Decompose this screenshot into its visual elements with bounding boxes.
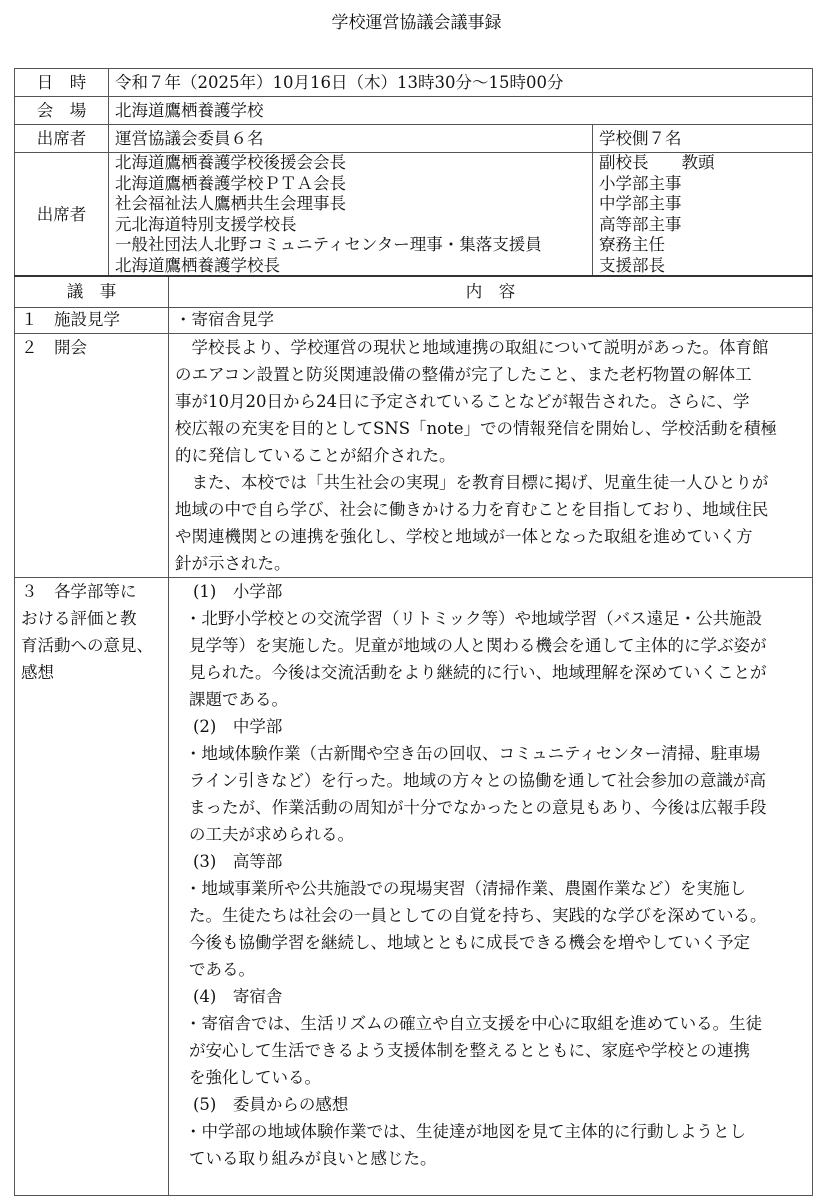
text-line: ・寄宿舎では、生活リズムの確立や自立支援を中心に取組を進めている。生徒 <box>185 1013 763 1033</box>
text-line: 北海道鷹栖養護学校長 <box>115 255 280 275</box>
attendees-label-2: 出席者 <box>15 153 109 277</box>
text-line: を強化している。 <box>189 1067 321 1087</box>
text-line: 見学等）を実施した。児童が地域の人と関わる機会を通して主体的に学ぶ姿が <box>189 635 767 655</box>
text-line: まったが、作業活動の周知が十分でなかったとの意見もあり、今後は広報手段 <box>189 797 767 817</box>
text-line: (3) 高等部 <box>193 851 283 871</box>
school-member-list <box>593 153 813 277</box>
text-line: 社会福祉法人鷹栖共生会理事長 <box>115 194 346 213</box>
text-line: 感想 <box>21 662 54 682</box>
text-line: た。生徒たちは社会の一員としての自覚を持ち、実践的な学びを深めている。 <box>189 905 767 925</box>
agenda-content-header: 内 容 <box>169 276 813 307</box>
text-line: の工夫が求められる。 <box>189 824 354 844</box>
text-line: 学校長より、学校運営の現状と地域連携の取組について説明があった。体育館 <box>175 337 769 357</box>
text-line: ・北野小学校との交流学習（リトミック等）や地域学習（バス遠足・公共施設 <box>185 608 763 628</box>
text-line: ３ 各学部等に <box>21 581 137 601</box>
text-line: ライン引きなど）を行った。地域の方々との協働を通して社会参加の意識が高 <box>189 770 767 790</box>
venue-value: 北海道鷹栖養護学校 <box>109 97 813 125</box>
agenda-item-label <box>15 307 169 333</box>
text-line: 北海道鷹栖養護学校ＰＴＡ会長 <box>115 173 346 193</box>
text-line: ている取り組みが良いと感じた。 <box>189 1148 437 1168</box>
agenda-item-label <box>15 577 169 1195</box>
venue-row <box>15 97 813 125</box>
agenda-row <box>15 577 813 1195</box>
text-line: おける評価と教 <box>21 608 137 628</box>
agenda-row <box>15 307 813 333</box>
agenda-item-header: 議 事 <box>15 276 169 307</box>
text-line: 針が示された。 <box>175 553 291 573</box>
text-line: 中学部主事 <box>599 194 682 213</box>
date-label: 日 時 <box>15 69 109 97</box>
text-line: 副校長 教頭 <box>599 153 715 172</box>
text-line: や関連機関との連携を強化し、学校と地域が一体となった取組を進めていく方 <box>175 526 753 546</box>
text-line: 見られた。今後は交流活動をより継続的に行い、地域理解を深めていくことが <box>189 662 767 682</box>
text-line: 北海道鷹栖養護学校後援会会長 <box>115 153 346 172</box>
agenda-item-content <box>169 333 813 577</box>
text-line: 一般社団法人北野コミュニティセンター理事・集落支援員 <box>115 235 542 254</box>
text-line: 支援部長 <box>599 255 665 275</box>
text-line: (1) 小学部 <box>193 581 283 601</box>
text-line: また、本校では「共生社会の実現」を教育目標に掲げ、児童生徒一人ひとりが <box>175 472 769 492</box>
agenda-item-label <box>15 333 169 577</box>
venue-label: 会 場 <box>15 97 109 125</box>
text-line: 事が10月20日から24日に予定されていることなどが報告された。さらに、学 <box>175 391 750 411</box>
text-line: 育活動への意見、 <box>21 635 153 655</box>
agenda-item-content <box>169 577 813 1195</box>
text-line: 的に発信していることが紹介された。 <box>175 445 456 465</box>
agenda-item-content <box>169 307 813 333</box>
text-line: ・中学部の地域体験作業では、生徒達が地図を見て主体的に行動しようとし <box>185 1121 746 1141</box>
agenda-header-row <box>15 276 813 307</box>
text-line: 寮務主任 <box>599 235 665 254</box>
text-line: １ 施設見学 <box>21 310 120 329</box>
attendee-list-row <box>15 153 813 277</box>
school-count: 学校側７名 <box>593 125 813 153</box>
text-line: ・寄宿舎見学 <box>175 310 274 329</box>
text-line: ・地域事業所や公共施設での現場実習（清掃作業、農園作業など）を実施し <box>185 878 746 898</box>
text-line: (5) 委員からの感想 <box>193 1094 349 1114</box>
attendee-count-row <box>15 125 813 153</box>
committee-member-list <box>109 153 593 277</box>
text-line: (2) 中学部 <box>193 716 283 736</box>
text-line: 小学部主事 <box>599 173 682 193</box>
attendees-label: 出席者 <box>15 125 109 153</box>
date-value: 令和７年（2025年）10月16日（木）13時30分～15時00分 <box>109 69 813 97</box>
agenda-table <box>14 275 813 1196</box>
document-title: 学校運営協議会議事録 <box>331 13 502 33</box>
text-line: のエアコン設置と防災関連設備の整備が完了したこと、また老朽物置の解体工 <box>175 364 752 384</box>
agenda-row <box>15 333 813 577</box>
text-line: 課題である。 <box>189 689 288 709</box>
text-line: 地域の中で自ら学び、社会に働きかける力を育むことを目指しており、地域住民 <box>175 499 769 519</box>
committee-count: 運営協議会委員６名 <box>109 125 593 153</box>
text-line: ２ 開会 <box>21 337 87 357</box>
meeting-info-table <box>14 68 813 277</box>
text-line: ・地域体験作業（古新聞や空き缶の回収、コミュニティセンター清掃、駐車場 <box>185 743 761 763</box>
text-line: が安心して生活できるよう支援体制を整えるとともに、家庭や学校との連携 <box>189 1040 750 1060</box>
text-line: である。 <box>189 959 255 979</box>
text-line: 校広報の充実を目的としてSNS「note」での情報発信を開始し、学校活動を積極 <box>175 418 778 438</box>
text-line: 今後も協働学習を継続し、地域とともに成長できる機会を増やしていく予定 <box>189 932 750 952</box>
date-row <box>15 69 813 97</box>
text-line: 元北海道特別支援学校長 <box>115 214 297 234</box>
text-line: (4) 寄宿舎 <box>193 986 283 1006</box>
text-line: 高等部主事 <box>599 214 682 234</box>
